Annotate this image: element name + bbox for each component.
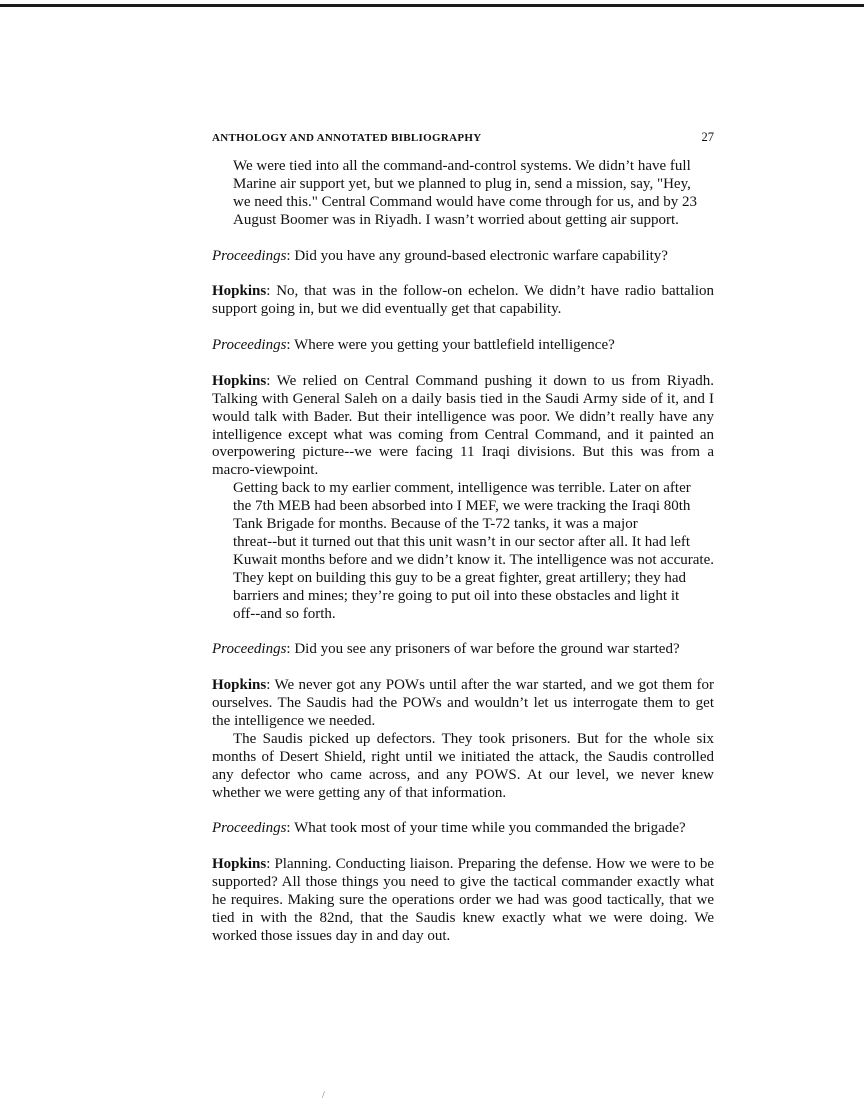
question-electronic-warfare: Proceedings: Did you have any ground-based electronic warfare capability? xyxy=(212,247,668,264)
answer-text: We relied on Central Command pushing it down to us from Riyadh. Talking with General Saleh on a daily basis tied in the Saudi Army side of it, and I would talk with Bader. But their intelligence was poor. We didn’t really have any intelligence except what was coming from Central Command, and it painted an overpowering picture--we were facing 11 Iraqi divisions. But this was from a macro-viewpoint. xyxy=(212,372,714,479)
text-line: Tank Brigade for months. Because of the T-72 tanks, it was a major xyxy=(233,516,638,533)
speaker-label: Proceedings xyxy=(212,337,287,354)
speaker-label: Proceedings xyxy=(212,641,287,658)
paragraph-defectors: The Saudis picked up defectors. They took prisoners. But for the whole six months of Desert Shield, right until we initiated the attack, the Saudis controlled any defector who came across, and any POWS. At our level, we never knew whether we were getting any of that information. xyxy=(212,730,714,801)
page-body xyxy=(212,158,714,946)
answer-electronic-warfare: Hopkins: No, that was in the follow-on echelon. We didn’t have radio battalion support going in, but we did eventually get that capability. xyxy=(212,283,715,318)
text-line: threat--but it turned out that this unit wasn’t in our sector after all. It had left xyxy=(233,533,691,550)
question-text: Did you see any prisoners of war before the ground war started? xyxy=(294,641,680,658)
answer-text: No, that was in the follow-on echelon. We didn’t have radio battalion support going in, but we did eventually get that capability. xyxy=(212,283,715,318)
answer-prisoners: Hopkins: We never got any POWs until after the war started, and we got them for ourselves. The Saudis had the POWs and wouldn’t let us interrogate them to get the intelligence we needed. xyxy=(212,677,714,729)
text-line: Kuwait months before and we didn’t know it. The intelligence was not accurate. xyxy=(233,551,714,568)
question-text: Did you have any ground-based electronic warfare capability? xyxy=(294,247,668,264)
question-text: What took most of your time while you commanded the brigade? xyxy=(294,820,686,837)
paragraph-intelligence-terrible xyxy=(212,480,714,623)
running-head xyxy=(212,130,714,145)
question-prisoners: Proceedings: Did you see any prisoners of war before the ground war started? xyxy=(212,641,680,658)
speaker-label: Proceedings xyxy=(212,247,287,264)
text-line: we need this." Central Command would have come through for us, and by 23 xyxy=(233,193,697,210)
text-line: Marine air support yet, but we planned to plug in, send a mission, say, "Hey, xyxy=(233,175,691,192)
speaker-label: Hopkins xyxy=(212,856,267,873)
text-line: off--and so forth. xyxy=(233,605,336,622)
page-number: 27 xyxy=(701,130,714,144)
question-intelligence: Proceedings: Where were you getting your battlefield intelligence? xyxy=(212,337,615,354)
answer-text: We never got any POWs until after the war started, and we got them for ourselves. The Saudis had the POWs and wouldn’t let us interrogate them to get the intelligence we needed. xyxy=(212,677,714,729)
answer-intelligence: Hopkins: We relied on Central Command pushing it down to us from Riyadh. Talking with General Saleh on a daily basis tied in the Saudi Army side of it, and I would talk with Bader. But their intelligence was poor. We didn’t really have any intelligence except what was coming from Central Command, and it painted an overpowering picture--we were facing 11 Iraqi divisions. But this was from a macro-viewpoint. xyxy=(212,372,714,479)
speaker-label: Proceedings xyxy=(212,820,287,837)
text-line: the 7th MEB had been absorbed into I MEF, we were tracking the Iraqi 80th xyxy=(233,498,691,515)
text-line: They kept on building this guy to be a great fighter, great artillery; they had xyxy=(233,569,687,586)
speaker-label: Hopkins xyxy=(212,677,267,694)
text-line: We were tied into all the command-and-control systems. We didn’t have full xyxy=(233,158,691,174)
footer-mark: / xyxy=(322,1090,325,1101)
answer-text: Planning. Conducting liaison. Preparing the defense. How we were to be supported? All those things you need to give the tactical commander exactly what he requires. Making sure the operations order we had was good tactically, that we tied in with the 82nd, that the Saudis knew exactly what we were doing. We worked those issues day in and day out. xyxy=(212,856,714,944)
top-rule xyxy=(0,4,864,7)
text-line: barriers and mines; they’re going to put oil into these obstacles and light it xyxy=(233,587,680,604)
speaker-label: Hopkins xyxy=(212,283,267,300)
text-line: Getting back to my earlier comment, intelligence was terrible. Later on after xyxy=(233,480,691,497)
answer-time: Hopkins: Planning. Conducting liaison. Preparing the defense. How we were to be supported? All those things you need to give the tactical commander exactly what he requires. Making sure the operations order we had was good tactically, that we tied in with the 82nd, that the Saudis knew exactly what we were doing. We worked those issues day in and day out. xyxy=(212,856,714,944)
question-time: Proceedings: What took most of your time while you commanded the brigade? xyxy=(212,820,686,837)
question-text: Where were you getting your battlefield intelligence? xyxy=(294,337,615,354)
speaker-label: Hopkins xyxy=(212,372,267,389)
paragraph-command-control xyxy=(212,158,714,230)
running-title: ANTHOLOGY AND ANNOTATED BIBLIOGRAPHY xyxy=(212,132,482,144)
text-line: August Boomer was in Riyadh. I wasn’t worried about getting air support. xyxy=(233,211,679,228)
